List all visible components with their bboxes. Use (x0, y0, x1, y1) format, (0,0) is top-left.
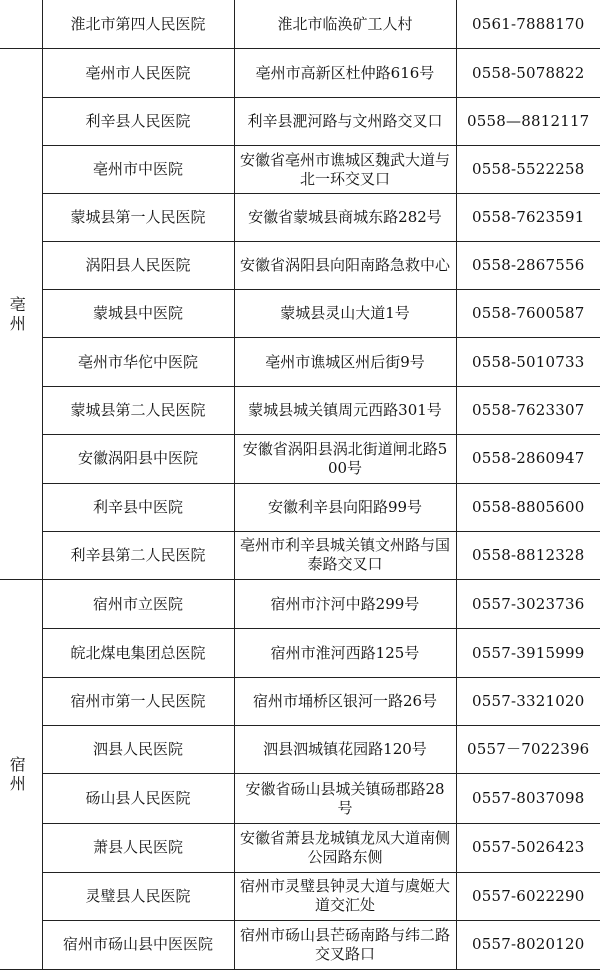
table-row (0, 386, 600, 434)
hospital-name-cell: 蒙城县第一人民医院 (42, 194, 234, 242)
table-row (0, 146, 600, 194)
phone-cell: 0558-2867556 (456, 242, 600, 290)
address-cell: 宿州市砀山县芒砀南路与纬二路交叉路口 (234, 920, 456, 969)
table-row (0, 678, 600, 726)
phone-cell: 0558-2860947 (456, 434, 600, 483)
phone-cell: 0558-7623307 (456, 386, 600, 434)
phone-cell: 0557-6022290 (456, 872, 600, 920)
address-cell: 利辛县淝河路与文州路交叉口 (234, 98, 456, 146)
address-cell: 宿州市淮河西路125号 (234, 629, 456, 678)
hospital-name-cell: 利辛县第二人民医院 (42, 531, 234, 579)
address-cell: 安徽省涡阳县涡北街道闸北路500号 (234, 434, 456, 483)
hospital-name-cell: 涡阳县人民医院 (42, 242, 234, 290)
phone-cell: 0561-7888170 (456, 0, 600, 49)
address-cell: 泗县泗城镇花园路120号 (234, 726, 456, 774)
phone-cell: 0557-8020120 (456, 920, 600, 969)
phone-cell: 0558-5522258 (456, 146, 600, 194)
address-cell: 安徽省萧县龙城镇龙凤大道南侧公园路东侧 (234, 823, 456, 872)
address-cell: 安徽省砀山县城关镇砀郡路28号 (234, 774, 456, 823)
phone-cell: 0558-5010733 (456, 338, 600, 386)
table-row (0, 872, 600, 920)
phone-cell: 0558-8805600 (456, 483, 600, 531)
phone-cell: 0558—8812117 (456, 98, 600, 146)
hospital-name-cell: 利辛县人民医院 (42, 98, 234, 146)
phone-cell: 0557-3321020 (456, 678, 600, 726)
address-cell: 蒙城县灵山大道1号 (234, 290, 456, 338)
hospital-name-cell: 皖北煤电集团总医院 (42, 629, 234, 678)
hospital-name-cell: 砀山县人民医院 (42, 774, 234, 823)
phone-cell: 0558-5078822 (456, 49, 600, 98)
address-cell: 蒙城县城关镇周元西路301号 (234, 386, 456, 434)
address-cell: 亳州市利辛县城关镇文州路与国泰路交叉口 (234, 531, 456, 579)
table-row (0, 98, 600, 146)
table-row (0, 823, 600, 872)
table-row (0, 920, 600, 969)
hospital-name-cell: 安徽涡阳县中医院 (42, 434, 234, 483)
phone-cell: 0557-8037098 (456, 774, 600, 823)
table-row (0, 580, 600, 629)
hospital-name-cell: 蒙城县中医院 (42, 290, 234, 338)
phone-cell: 0558-8812328 (456, 531, 600, 579)
phone-cell: 0557-3915999 (456, 629, 600, 678)
table-row (0, 290, 600, 338)
table-row (0, 531, 600, 579)
phone-cell: 0557-3023736 (456, 580, 600, 629)
address-cell: 安徽省亳州市谯城区魏武大道与北一环交叉口 (234, 146, 456, 194)
table-row (0, 242, 600, 290)
phone-cell: 0558-7600587 (456, 290, 600, 338)
address-cell: 亳州市谯城区州后街9号 (234, 338, 456, 386)
address-cell: 安徽省涡阳县向阳南路急救中心 (234, 242, 456, 290)
hospital-name-cell: 宿州市立医院 (42, 580, 234, 629)
hospital-name-cell: 亳州市人民医院 (42, 49, 234, 98)
phone-cell: 0557－7022396 (456, 726, 600, 774)
hospital-name-cell: 亳州市中医院 (42, 146, 234, 194)
hospital-name-cell: 蒙城县第二人民医院 (42, 386, 234, 434)
address-cell: 宿州市埇桥区银河一路26号 (234, 678, 456, 726)
address-cell: 宿州市汴河中路299号 (234, 580, 456, 629)
hospital-name-cell: 宿州市砀山县中医医院 (42, 920, 234, 969)
table-row (0, 434, 600, 483)
table-row (0, 194, 600, 242)
phone-cell: 0558-7623591 (456, 194, 600, 242)
city-cell (0, 0, 42, 49)
address-cell: 淮北市临涣矿工人村 (234, 0, 456, 49)
hospital-name-cell: 灵璧县人民医院 (42, 872, 234, 920)
city-label: 亳州 (9, 294, 32, 333)
hospital-name-cell: 亳州市华佗中医院 (42, 338, 234, 386)
city-label: 宿州 (9, 755, 32, 793)
table-row (0, 774, 600, 823)
table-row (0, 629, 600, 678)
table-row (0, 338, 600, 386)
city-cell (0, 49, 42, 580)
address-cell: 安徽利辛县向阳路99号 (234, 483, 456, 531)
address-cell: 亳州市高新区杜仲路616号 (234, 49, 456, 98)
table-row (0, 0, 600, 49)
hospital-name-cell: 宿州市第一人民医院 (42, 678, 234, 726)
hospital-name-cell: 淮北市第四人民医院 (42, 0, 234, 49)
hospital-name-cell: 泗县人民医院 (42, 726, 234, 774)
address-cell: 宿州市灵璧县钟灵大道与虞姬大道交汇处 (234, 872, 456, 920)
hospital-name-cell: 利辛县中医院 (42, 483, 234, 531)
table-row (0, 726, 600, 774)
phone-cell: 0557-5026423 (456, 823, 600, 872)
hospital-name-cell: 萧县人民医院 (42, 823, 234, 872)
city-cell (0, 580, 42, 970)
table-row (0, 49, 600, 98)
table-row (0, 483, 600, 531)
address-cell: 安徽省蒙城县商城东路282号 (234, 194, 456, 242)
